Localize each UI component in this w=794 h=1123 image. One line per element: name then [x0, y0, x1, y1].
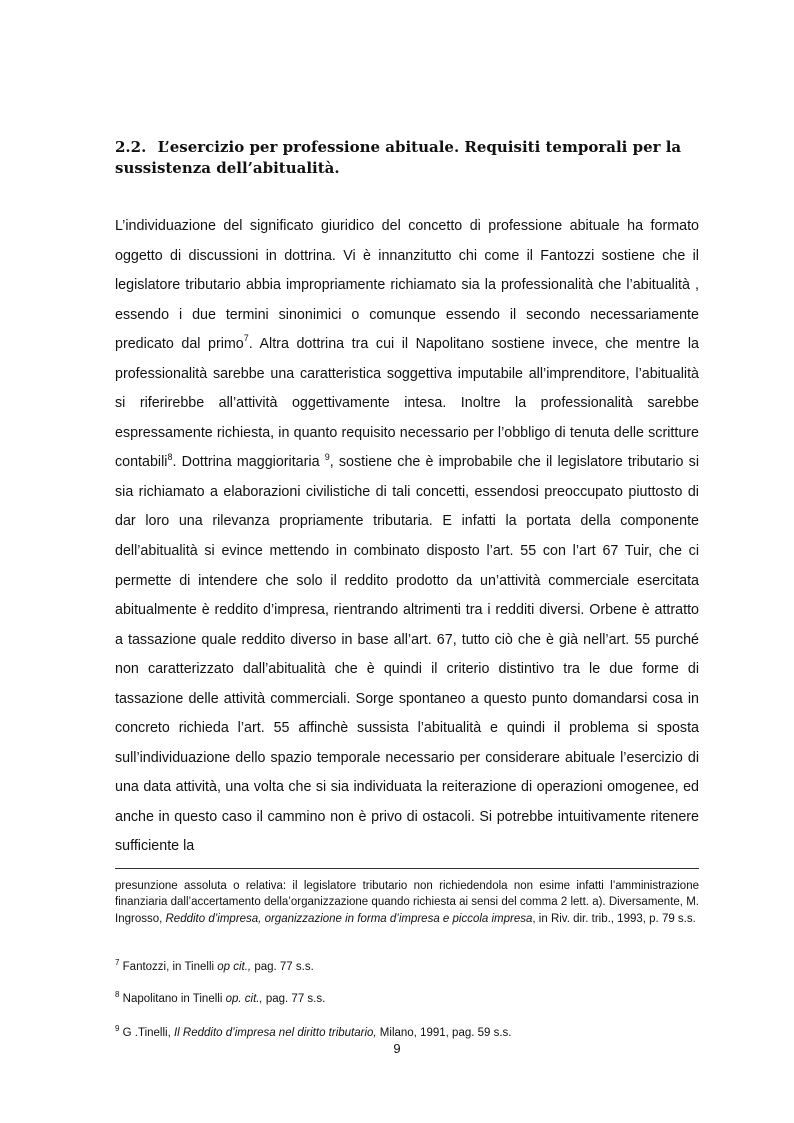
footnote-7-text-a: Fantozzi, in Tinelli: [119, 961, 218, 973]
body-text-part-3: . Dottrina maggioritaria: [172, 454, 325, 471]
footnote-7-text-b: pag. 77 s.s.: [251, 961, 314, 973]
footnote-8-marker: 8: [115, 990, 120, 1000]
footnote-ref-7[interactable]: 7: [243, 333, 249, 344]
footnote-9-text-b: Milano, 1991, pag. 59 s.s.: [376, 1027, 512, 1039]
body-text-part-2: . Altra dottrina tra cui il Napolitano sostiene invece, che mentre la professionalità sarebbe una caratteristica soggettiva imputabile all’imprenditore, l’abitualità si riferirebbe all’attività oggettivamente intesa. Inoltre la professionalità sarebbe espressamente richiesta, in quanto requisito necessario per l’obbligo di tenuta delle scritture contabili: [115, 336, 699, 471]
body-text-part-1: L’individuazione del significato giuridico del concetto di professione abituale ha formato oggetto di discussioni in dottrina. Vi è innanzitutto chi come il Fantozzi sostiene che il legislatore tributario abbia impropriamente richiamato sia la professionalità che l’abitualità , essendo i due termini sinonimici o comunque essendo il secondo necessariamente predicato dal primo: [115, 218, 699, 353]
footnote-9: [115, 1025, 512, 1041]
section-number: 2.2.: [115, 138, 147, 156]
footnote-8-italic: op. cit.,: [225, 993, 263, 1005]
footnote-9-text-a: G .Tinelli,: [119, 1027, 174, 1039]
footnote-8-text-a: Napolitano in Tinelli: [119, 993, 226, 1005]
section-title: L’esercizio per professione abituale. Requisiti temporali per la sussistenza dell’abitualità.: [115, 138, 682, 177]
footnote-continued-text-a: presunzione assoluta o relativa: il legislatore tributario non richiedendola non esime infatti l’amministrazione finanziaria dall’accertamento della’organizzazione quando richiesta ai sensi del comma 2 lett. a). Diversamente, M. Ingrosso,: [115, 880, 699, 925]
page-number: 9: [393, 1041, 401, 1056]
footnote-7-marker: 7: [115, 958, 120, 968]
footnote-9-italic: Il Reddito d’impresa nel diritto tributario,: [173, 1027, 377, 1039]
section-heading: [115, 137, 715, 179]
body-text-part-4: , sostiene che è improbabile che il legislatore tributario si sia richiamato a elaborazioni civilistiche di tali concetti, essendosi preoccupato piuttosto di dar loro una rilevanza propriamente tributaria. E infatti la portata della componente dell’abitualità si evince mettendo in combinato disposto l’art. 55 con l’art 67 Tuir, che ci permette di intendere che solo il reddito prodotto da un’attività commerciale esercitata abitualmente è reddito d’impresa, rientrando altrimenti tra i redditi diversi. Orbene è attratto a tassazione quale reddito diverso in base all’art. 67, tutto ciò che è già nell’art. 55 purché non caratterizzato dall’abitualità che è quindi il criterio distintivo tra le due forme di tassazione delle attività commerciali. Sorge spontaneo a questo punto domandarsi cosa in concreto richieda l’art. 55 affinchè sussista l’abitualità e quindi il problema si sposta sull’individuazione dello spazio temporale necessario per considerare abituale l’esercizio di una data attività, una volta che si sia individuata la reiterazione di operazioni omogenee, ed anche in questo caso il cammino non è privo di ostacoli. Si potrebbe intuitivamente ritenere sufficiente la: [115, 454, 699, 855]
footnote-7-italic: op cit.,: [217, 961, 252, 973]
footnote-separator: [115, 868, 699, 869]
footnote-ref-9[interactable]: 9: [324, 451, 330, 462]
footnote-ref-8[interactable]: 8: [167, 451, 173, 462]
footnote-continued: [115, 878, 699, 927]
footnote-9-marker: 9: [115, 1024, 120, 1034]
body-paragraph: [115, 212, 699, 862]
footnote-8-text-b: pag. 77 s.s.: [262, 993, 326, 1005]
footnote-continued-title: Reddito d’impresa, organizzazione in forma d’impresa e piccola impresa: [165, 912, 533, 925]
footnote-continued-text-b: , in Riv. dir. trib., 1993, p. 79 s.s.: [532, 912, 696, 925]
footnote-8: [115, 991, 325, 1007]
footnote-7: [115, 959, 314, 975]
